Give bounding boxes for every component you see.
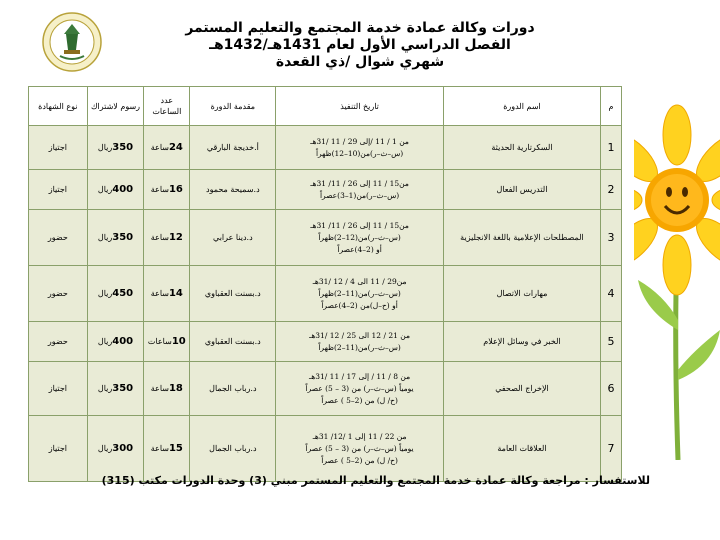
row-fee <box>87 266 144 322</box>
row-cert: اجتياز <box>29 416 88 482</box>
header-num: م <box>601 87 622 126</box>
header-cert: نوع الشهادة <box>29 87 88 126</box>
row-date-line1: من 21 / 12 الى 25 / 12 /31هـ <box>309 330 411 340</box>
row-hours-unit: ساعة <box>150 143 169 152</box>
row-date-line1: من29 / 11 الى 4 / 12 /31هـ <box>312 276 407 286</box>
row-fee-num: 350 <box>112 232 134 243</box>
row-date-line1: من 8 / 11 / إلى 17 / 11 /31هـ <box>309 371 411 381</box>
row-date-line2: (س–ث–ر)من(1–3)عصراً <box>319 190 400 200</box>
table-row <box>29 170 622 210</box>
row-hours <box>144 266 190 322</box>
row-num: 5 <box>601 322 622 362</box>
row-fee-unit: ريال <box>97 444 113 453</box>
row-fee-unit: ريال <box>97 143 113 152</box>
row-num: 7 <box>601 416 622 482</box>
row-presenter: د.رباب الجمال <box>190 362 276 416</box>
table-row <box>29 322 622 362</box>
row-date <box>276 210 444 266</box>
row-presenter: أ.خديجة البارقي <box>190 126 276 170</box>
courses-table <box>28 86 622 482</box>
row-hours <box>144 322 190 362</box>
row-name: العلاقات العامة <box>443 416 600 482</box>
row-fee <box>87 126 144 170</box>
row-date <box>276 322 444 362</box>
row-hours-num: 24 <box>168 142 183 153</box>
row-name: السكرتارية الحديثة <box>443 126 600 170</box>
table-row <box>29 362 622 416</box>
header-fee: رسوم لاشتراك <box>87 87 144 126</box>
row-presenter: د.بسنت العقباوي <box>190 266 276 322</box>
row-hours <box>144 170 190 210</box>
page-header <box>150 20 570 71</box>
row-fee <box>87 210 144 266</box>
row-hours-unit: ساعة <box>150 289 169 298</box>
header-presenter: مقدمة الدورة <box>190 87 276 126</box>
row-date-line2: يومياً (س–ث–ر) من (3 – 5) عصراً <box>305 383 414 393</box>
row-name: المصطلحات الإعلامية باللغة الانجليزية <box>443 210 600 266</box>
row-fee-unit: ريال <box>97 384 113 393</box>
header-months: شهري شوال /ذي القعدة <box>275 54 445 70</box>
row-fee-num: 400 <box>112 184 134 195</box>
row-hours <box>144 126 190 170</box>
row-hours <box>144 210 190 266</box>
row-date <box>276 170 444 210</box>
row-fee-num: 350 <box>112 383 134 394</box>
row-fee-unit: ريال <box>97 233 113 242</box>
row-date-line2: يومياً (س–ث–ر) من (3 – 5) عصراً <box>305 443 414 453</box>
row-hours-num: 14 <box>168 288 183 299</box>
row-date <box>276 416 444 482</box>
row-date-line2: (س–ث–ر)من(11–2)ظهراً <box>318 342 401 352</box>
row-date-line3: (ح/ ل) من (2–5 ) عصراً <box>321 395 398 405</box>
header-hours: عدد الساعات <box>144 87 190 126</box>
row-hours-num: 10 <box>171 336 186 347</box>
university-logo <box>42 10 102 74</box>
row-name: الخبر في وسائل الإعلام <box>443 322 600 362</box>
row-date-line2: (س–ث–ر)من(10–12)ظهراً <box>315 148 404 158</box>
row-num: 3 <box>601 210 622 266</box>
row-cert: حضور <box>29 210 88 266</box>
row-cert: اجتياز <box>29 126 88 170</box>
row-hours-num: 18 <box>168 383 183 394</box>
row-presenter: د.دينا عرابي <box>190 210 276 266</box>
row-num: 4 <box>601 266 622 322</box>
row-cert: اجتياز <box>29 362 88 416</box>
row-fee-unit: ريال <box>97 185 113 194</box>
row-date-line3: أو (ح–ل)من (2–4)عصراً <box>321 300 398 310</box>
row-fee-num: 350 <box>112 142 134 153</box>
row-fee <box>87 170 144 210</box>
header-title: دورات وكالة عمادة خدمة المجتمع والتعليم المستمر <box>185 20 535 36</box>
row-hours-unit: ساعة <box>150 384 169 393</box>
row-num: 2 <box>601 170 622 210</box>
row-name: مهارات الاتصال <box>443 266 600 322</box>
row-date-line1: من 1 / 11 /إلى 29 / 11 /31هـ <box>310 136 409 146</box>
row-date-line3: أو (2–4)عصراً <box>337 244 382 254</box>
row-hours-unit: ساعة <box>150 185 169 194</box>
row-date-line2: (س–ث–ر)من(12–2)ظهراً <box>318 232 401 242</box>
row-date <box>276 266 444 322</box>
row-fee <box>87 416 144 482</box>
row-hours-num: 16 <box>168 184 183 195</box>
row-hours-unit: ساعة <box>150 233 169 242</box>
row-date-line1: من15 / 11 إلى 26 / 11/ 31هـ <box>310 178 409 188</box>
row-date-line1: من15 / 11 إلى 26 / 11/ 31هـ <box>310 220 409 230</box>
row-presenter: د.بسنت العقباوي <box>190 322 276 362</box>
row-num: 1 <box>601 126 622 170</box>
sunflower-decoration <box>634 80 720 460</box>
header-date: تاريخ التنفيذ <box>276 87 444 126</box>
row-date-line3: (ح/ ل) من (2–5 ) عصراً <box>321 455 398 465</box>
row-presenter: د.سميحة محمود <box>190 170 276 210</box>
row-presenter: د.رباب الجمال <box>190 416 276 482</box>
row-num: 6 <box>601 362 622 416</box>
row-fee <box>87 362 144 416</box>
header-name: اسم الدورة <box>443 87 600 126</box>
row-cert: اجتياز <box>29 170 88 210</box>
row-hours-unit: ساعة <box>150 444 169 453</box>
row-hours <box>144 416 190 482</box>
table-row <box>29 210 622 266</box>
row-fee-num: 300 <box>112 443 134 454</box>
row-hours <box>144 362 190 416</box>
row-date <box>276 362 444 416</box>
table-row <box>29 126 622 170</box>
row-name: الإخراج الصحفي <box>443 362 600 416</box>
row-date-line1: من 22 / 11 إلى 1 /12/ 31هـ <box>312 431 407 441</box>
row-cert: حضور <box>29 322 88 362</box>
row-date <box>276 126 444 170</box>
row-hours-num: 12 <box>168 232 183 243</box>
row-fee-num: 400 <box>112 336 134 347</box>
row-fee-unit: ريال <box>97 289 113 298</box>
row-hours-unit: ساعات <box>147 337 172 346</box>
row-hours-num: 15 <box>168 443 183 454</box>
row-date-line2: (س–ث–ر)من(11–2)ظهراً <box>318 288 401 298</box>
table-header-row <box>29 87 622 126</box>
row-cert: حضور <box>29 266 88 322</box>
table-row <box>29 416 622 482</box>
footer-contact: للاستفسار : مراجعة وكالة عمادة خدمة المجتمع والتعليم المستمر مبني (3) وحدة الدورات مكتب (315) <box>101 474 650 487</box>
row-fee <box>87 322 144 362</box>
table-row <box>29 266 622 322</box>
header-semester: الفصل الدراسي الأول لعام 1431هـ/1432هـ <box>209 37 511 53</box>
row-fee-unit: ريال <box>97 337 113 346</box>
row-fee-num: 450 <box>112 288 134 299</box>
row-name: التدريس الفعال <box>443 170 600 210</box>
